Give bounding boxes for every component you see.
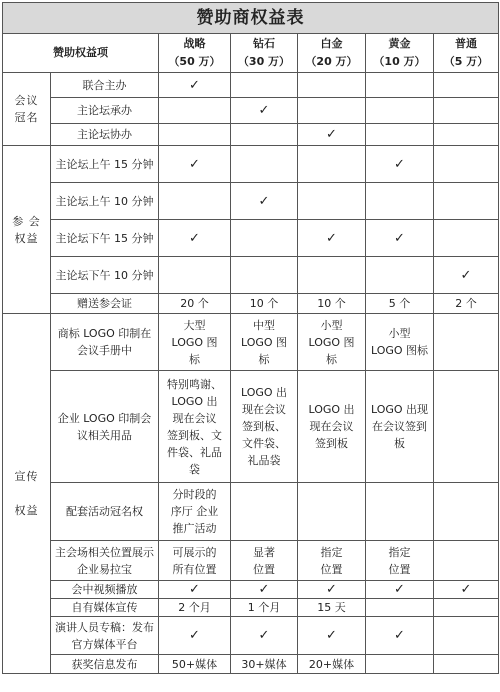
header-tier-diamond xyxy=(231,34,298,73)
cell-gold: LOGO 出现 在会议签到 板 xyxy=(366,371,434,483)
check-mark-icon: ✓ xyxy=(159,146,231,183)
tier-amount: （50 万） xyxy=(168,55,221,68)
cell-platinum: 指定 位置 xyxy=(298,541,366,581)
cell-strategic xyxy=(159,183,231,220)
tier-amount: （20 万） xyxy=(305,55,358,68)
cell-platinum xyxy=(298,257,366,294)
cell-diamond xyxy=(231,146,298,183)
cell-diamond: 显著 位置 xyxy=(231,541,298,581)
cell-strategic xyxy=(159,257,231,294)
check-mark-icon: ✓ xyxy=(159,73,231,98)
row-label: 演讲人员专稿：发布官方媒体平台 xyxy=(51,617,159,655)
check-mark-icon: ✓ xyxy=(298,581,366,599)
cell-platinum: LOGO 出 现在会议 签到板 xyxy=(298,371,366,483)
cell-gold xyxy=(366,124,434,146)
row-rollup xyxy=(3,541,499,581)
cell-gold xyxy=(366,98,434,124)
header-tier-strategic xyxy=(159,34,231,73)
check-mark-icon: ✓ xyxy=(298,220,366,257)
tier-amount: （30 万） xyxy=(237,55,291,68)
cell-diamond: 中型 LOGO 图 标 xyxy=(231,314,298,371)
cell-platinum xyxy=(298,483,366,541)
tier-name: 黄金 xyxy=(388,37,411,50)
cell-regular: 2 个 xyxy=(434,294,499,314)
sponsor-rights-table xyxy=(2,2,499,674)
cell-diamond: 30+媒体 xyxy=(231,655,298,674)
check-mark-icon: ✓ xyxy=(366,617,434,655)
tier-name: 钻石 xyxy=(253,37,275,50)
header-tier-platinum xyxy=(298,34,366,73)
tier-name: 战略 xyxy=(183,37,206,50)
row-label: 主论坛协办 xyxy=(51,124,159,146)
row-pm15 xyxy=(3,220,499,257)
check-mark-icon: ✓ xyxy=(231,98,298,124)
cell-strategic: 特别鸣谢、 LOGO 出 现在会议 签到板、文 件袋、礼品 袋 xyxy=(159,371,231,483)
cell-gold: 指定 位置 xyxy=(366,541,434,581)
cell-platinum: 小型 LOGO 图 标 xyxy=(298,314,366,371)
cell-strategic: 可展示的 所有位置 xyxy=(159,541,231,581)
row-co-host xyxy=(3,73,499,98)
cell-diamond: 10 个 xyxy=(231,294,298,314)
row-label: 自有媒体宣传 xyxy=(51,599,159,617)
cell-regular xyxy=(434,314,499,371)
row-label: 主论坛上午 10 分钟 xyxy=(51,183,159,220)
check-mark-icon: ✓ xyxy=(159,220,231,257)
cell-strategic: 20 个 xyxy=(159,294,231,314)
cell-regular xyxy=(434,371,499,483)
cell-gold xyxy=(366,73,434,98)
check-mark-icon: ✓ xyxy=(366,146,434,183)
row-label: 主论坛上午 15 分钟 xyxy=(51,146,159,183)
row-label: 会中视频播放 xyxy=(51,581,159,599)
cell-platinum xyxy=(298,146,366,183)
check-mark-icon: ✓ xyxy=(298,617,366,655)
check-mark-icon: ✓ xyxy=(231,617,298,655)
row-passes xyxy=(3,294,499,314)
cell-platinum: 20+媒体 xyxy=(298,655,366,674)
check-mark-icon: ✓ xyxy=(366,581,434,599)
cell-regular xyxy=(434,73,499,98)
row-activity-naming xyxy=(3,483,499,541)
tier-name: 普通 xyxy=(455,37,477,50)
header-tier-regular xyxy=(434,34,499,73)
cell-regular xyxy=(434,483,499,541)
header-item-col: 赞助权益项 xyxy=(3,34,159,73)
cell-regular xyxy=(434,98,499,124)
row-forum-host xyxy=(3,98,499,124)
cell-regular xyxy=(434,146,499,183)
check-mark-icon: ✓ xyxy=(434,257,499,294)
group-promotion: 宣传 权益 xyxy=(3,314,51,674)
check-mark-icon: ✓ xyxy=(231,581,298,599)
row-own-media xyxy=(3,599,499,617)
cell-gold xyxy=(366,257,434,294)
cell-platinum xyxy=(298,183,366,220)
row-label: 联合主办 xyxy=(51,73,159,98)
cell-diamond xyxy=(231,124,298,146)
cell-regular xyxy=(434,617,499,655)
cell-strategic: 分时段的 序厅 企业 推广活动 xyxy=(159,483,231,541)
row-label: 配套活动冠名权 xyxy=(51,483,159,541)
cell-diamond xyxy=(231,483,298,541)
cell-platinum: 15 天 xyxy=(298,599,366,617)
row-label: 企业 LOGO 印制会议相关用品 xyxy=(51,371,159,483)
cell-regular xyxy=(434,599,499,617)
cell-regular xyxy=(434,220,499,257)
cell-platinum xyxy=(298,98,366,124)
check-mark-icon: ✓ xyxy=(298,124,366,146)
cell-regular xyxy=(434,183,499,220)
cell-strategic: 50+媒体 xyxy=(159,655,231,674)
check-mark-icon: ✓ xyxy=(159,581,231,599)
title-row xyxy=(3,3,499,34)
cell-gold xyxy=(366,599,434,617)
row-am10 xyxy=(3,183,499,220)
row-label: 主论坛承办 xyxy=(51,98,159,124)
row-label: 主会场相关位置展示企业易拉宝 xyxy=(51,541,159,581)
cell-regular xyxy=(434,655,499,674)
cell-strategic: 大型 LOGO 图 标 xyxy=(159,314,231,371)
row-label: 获奖信息发布 xyxy=(51,655,159,674)
row-label: 主论坛下午 10 分钟 xyxy=(51,257,159,294)
cell-regular xyxy=(434,541,499,581)
cell-strategic: 2 个月 xyxy=(159,599,231,617)
cell-platinum xyxy=(298,73,366,98)
row-am15 xyxy=(3,146,499,183)
header-row xyxy=(3,34,499,73)
cell-regular xyxy=(434,124,499,146)
row-award-release xyxy=(3,655,499,674)
check-mark-icon: ✓ xyxy=(159,617,231,655)
tier-amount: （5 万） xyxy=(443,55,489,68)
row-label: 主论坛下午 15 分钟 xyxy=(51,220,159,257)
check-mark-icon: ✓ xyxy=(231,183,298,220)
cell-strategic xyxy=(159,124,231,146)
cell-diamond xyxy=(231,220,298,257)
row-video xyxy=(3,581,499,599)
row-speaker-column xyxy=(3,617,499,655)
cell-diamond: LOGO 出 现在会议 签到板、 文件袋、 礼品袋 xyxy=(231,371,298,483)
row-pm10 xyxy=(3,257,499,294)
check-mark-icon: ✓ xyxy=(434,581,499,599)
tier-name: 白金 xyxy=(320,37,343,50)
cell-diamond xyxy=(231,257,298,294)
cell-platinum: 10 个 xyxy=(298,294,366,314)
group-naming: 会议 冠名 xyxy=(3,73,51,146)
row-label: 赠送参会证 xyxy=(51,294,159,314)
cell-diamond: 1 个月 xyxy=(231,599,298,617)
cell-gold: 小型 LOGO 图标 xyxy=(366,314,434,371)
header-tier-gold xyxy=(366,34,434,73)
cell-strategic xyxy=(159,98,231,124)
cell-gold xyxy=(366,655,434,674)
cell-gold: 5 个 xyxy=(366,294,434,314)
row-forum-cohost xyxy=(3,124,499,146)
check-mark-icon: ✓ xyxy=(366,220,434,257)
row-logo-manual xyxy=(3,314,499,371)
tier-amount: （10 万） xyxy=(373,55,426,68)
sponsor-rights-document xyxy=(2,2,498,674)
cell-gold xyxy=(366,183,434,220)
row-label: 商标 LOGO 印制在会议手册中 xyxy=(51,314,159,371)
group-attendance: 参 会 权益 xyxy=(3,146,51,314)
cell-diamond xyxy=(231,73,298,98)
row-logo-supplies xyxy=(3,371,499,483)
page-title: 赞助商权益表 xyxy=(3,3,499,34)
cell-gold xyxy=(366,483,434,541)
